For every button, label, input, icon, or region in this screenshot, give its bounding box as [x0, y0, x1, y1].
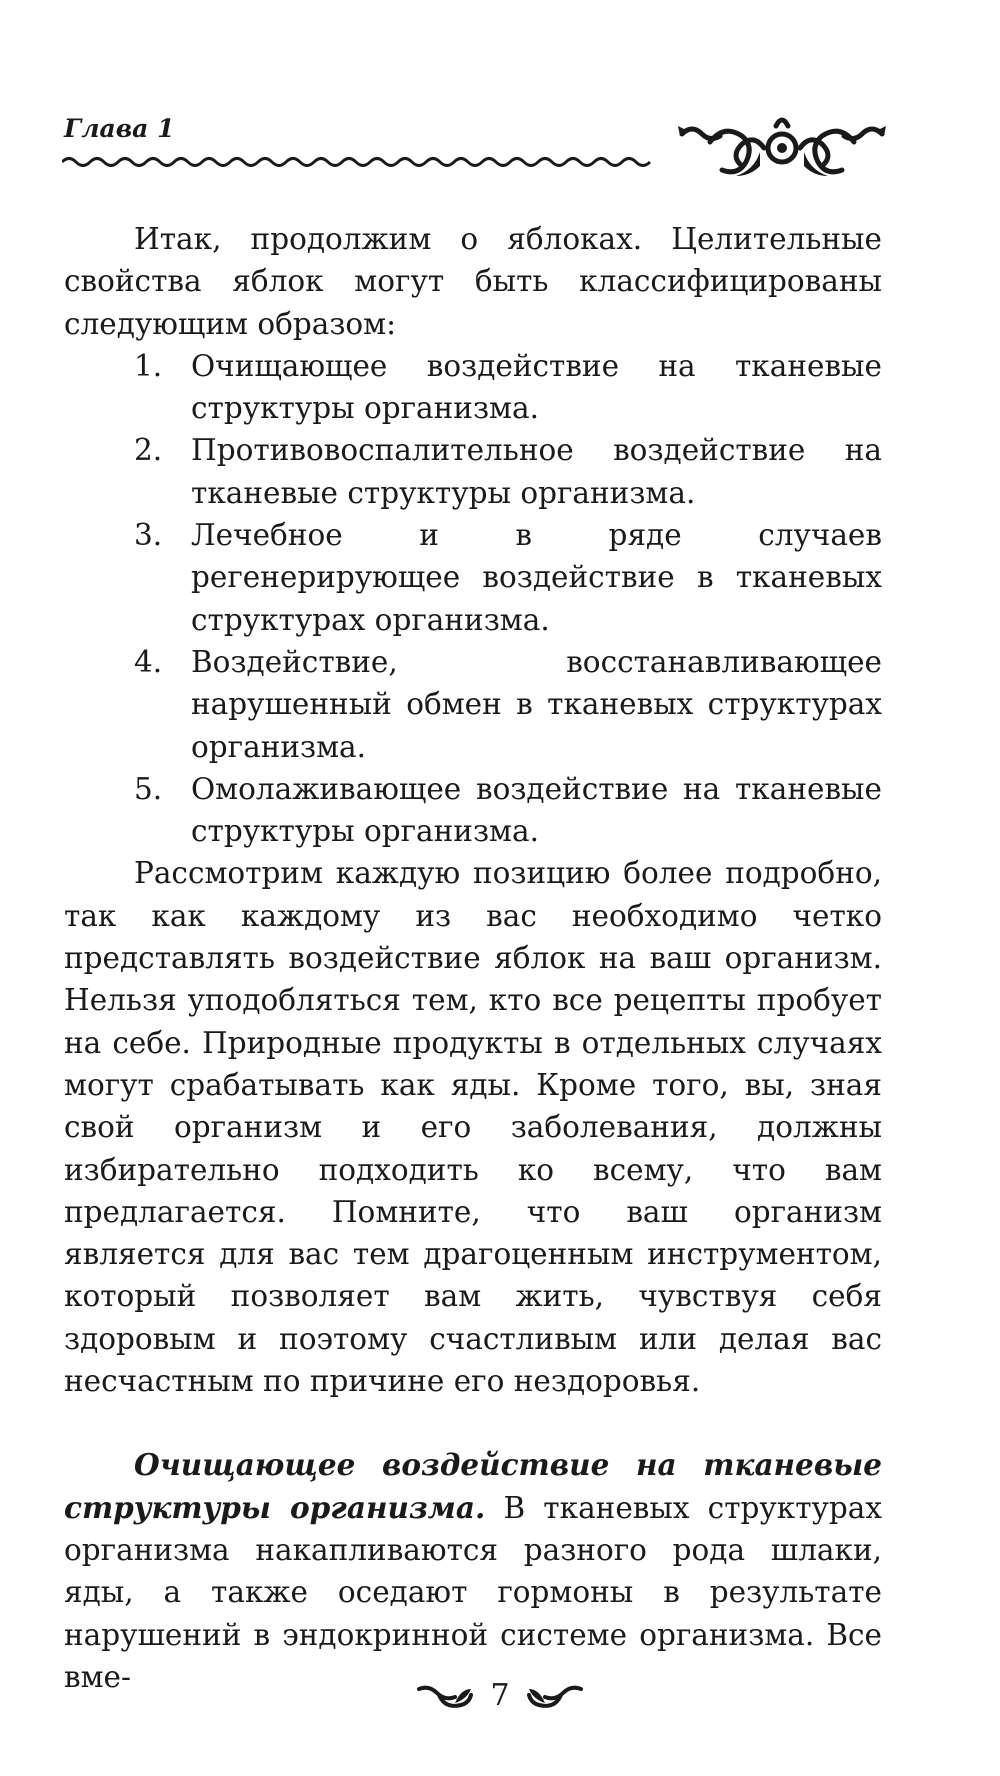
page-footer: [0, 1678, 1000, 1728]
running-header: [62, 108, 892, 188]
list-item-text: Воздействие, восстанавливающее нарушенный обмен в тканевых структурах организма.: [191, 644, 882, 764]
section-paragraph: [64, 1444, 882, 1698]
list-item-text: Лечебное и в ряде случаев регенерирующее воздействие в тканевых структурах организма.: [191, 518, 882, 637]
floral-ornament-icon: [672, 112, 892, 184]
list-item: [64, 345, 882, 430]
list-item: [64, 768, 882, 853]
chapter-title: Глава 1: [64, 114, 175, 143]
list-item-text: Омолаживающее воздействие на тканевые структуры организма.: [191, 771, 882, 849]
list-item: [64, 641, 882, 768]
list-item-number: 4.: [134, 644, 163, 679]
page-body: [64, 218, 882, 1698]
section-text: В тканевых структурах организма накапливаются разного рода шлаки, яды, а также оседают гормоны в результате нарушений в эндокринной системе организма. Все вме-: [64, 1490, 882, 1694]
list-item-number: 5.: [134, 771, 163, 806]
list-item-text: Противовоспалительное воздействие на тканевые структуры организма.: [191, 433, 882, 510]
list-item-number: 1.: [134, 348, 163, 383]
section-spacer: [64, 1402, 882, 1444]
list-item-number: 2.: [134, 433, 163, 468]
list-item: [64, 429, 882, 514]
list-item-number: 3.: [134, 518, 163, 553]
right-flourish-icon: [525, 1681, 585, 1711]
intro-paragraph: Итак, продолжим о яблоках. Целительные свойства яблок могут быть классифицированы следующим образом:: [64, 222, 882, 341]
list-item: [64, 514, 882, 641]
section-heading: Очищающее воздействие на тканевые структуры организма.: [64, 1447, 882, 1525]
body-paragraph: Рассмотрим каждую позицию более подробно, так как каждому из вас необходимо четко представлять воздействие яблок на ваш организм. Нельзя уподобляться тем, кто все рецепты пробует на себе. Природные продукты в отдельных случаях могут срабатывать как яды. Кроме того, вы, зная свой организм и его заболевания, должны избирательно подходить ко всему, что вам предлагается. Помните, что ваш организм является для вас тем драгоценным инструментом, который позволяет вам жить, чувствуя себя здоровым и поэтому счастливым или делая вас несчастным по причине его нездоровья.: [64, 856, 882, 1399]
page-number: 7: [490, 1678, 510, 1713]
list-item-text: Очищающее воздействие на тканевые структуры организма.: [191, 348, 882, 426]
properties-list: [64, 345, 882, 853]
wavy-rule-ornament: [62, 152, 652, 172]
left-flourish-icon: [415, 1681, 475, 1711]
